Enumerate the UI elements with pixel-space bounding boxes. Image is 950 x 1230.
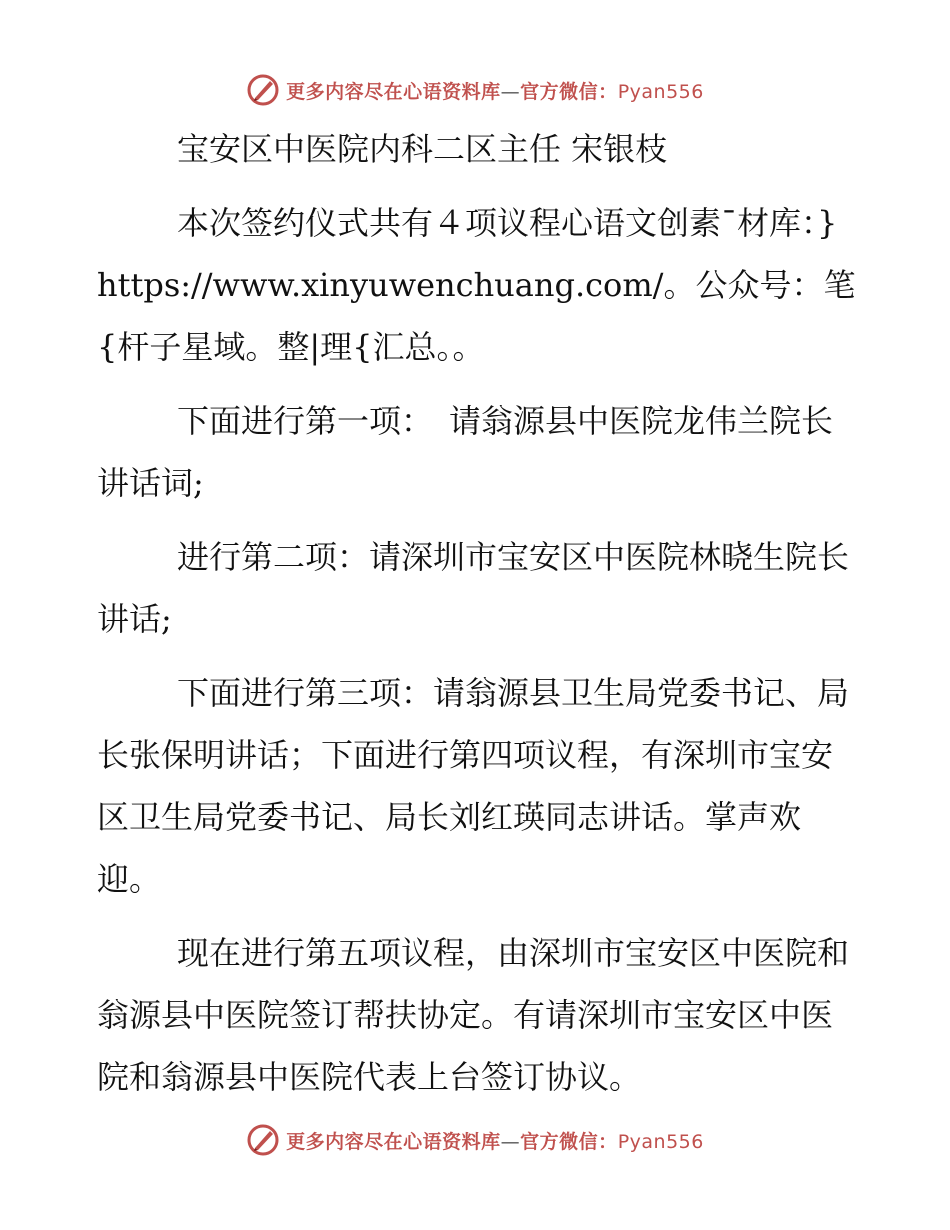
paragraph-item-5: 现在进行第五项议程，由深圳市宝安区中医院和翁源县中医院签订帮扶协定。有请深圳市宝安区中医院和翁源县中医院代表上台签订协议。	[97, 934, 850, 1096]
banner-site-text: 更多内容尽在心语资料库	[286, 1130, 501, 1153]
paragraph-speaker: 宝安区中医院内科二区主任 宋银枝	[177, 130, 668, 168]
banner-dash: —	[500, 80, 521, 103]
banner-wechat-label: 官方微信：	[520, 80, 618, 103]
quill-logo-icon	[246, 1123, 280, 1157]
header-watermark-banner	[0, 70, 950, 110]
paragraph-item-1: 下面进行第一项： 请翁源县中医院龙伟兰院长讲话词;	[97, 402, 834, 502]
banner-dash: —	[500, 1130, 521, 1153]
banner-text	[286, 77, 704, 104]
paragraph-agenda-intro: 本次签约仪式共有４项议程心语文创素¯材库：}https://www.xinyuwenchuang.com/。公众号：笔{杆子星域。整|理{汇总。。	[97, 204, 856, 366]
paragraph-item-3-4: 下面进行第三项：请翁源县卫生局党委书记、局长张保明讲话；下面进行第四项议程，有深圳市宝安区卫生局党委书记、局长刘红瑛同志讲话。掌声欢迎。	[97, 674, 850, 898]
document-body	[97, 118, 857, 1108]
paragraph-item-2: 进行第二项：请深圳市宝安区中医院林晓生院长讲话;	[97, 538, 850, 638]
banner-site-text: 更多内容尽在心语资料库	[286, 80, 501, 103]
banner-wechat-id: Pyan556	[617, 1130, 704, 1153]
quill-logo-icon	[246, 73, 280, 107]
banner-wechat-id: Pyan556	[617, 80, 704, 103]
banner-wechat-label: 官方微信：	[520, 1130, 618, 1153]
footer-watermark-banner	[0, 1120, 950, 1160]
banner-text	[286, 1127, 704, 1154]
